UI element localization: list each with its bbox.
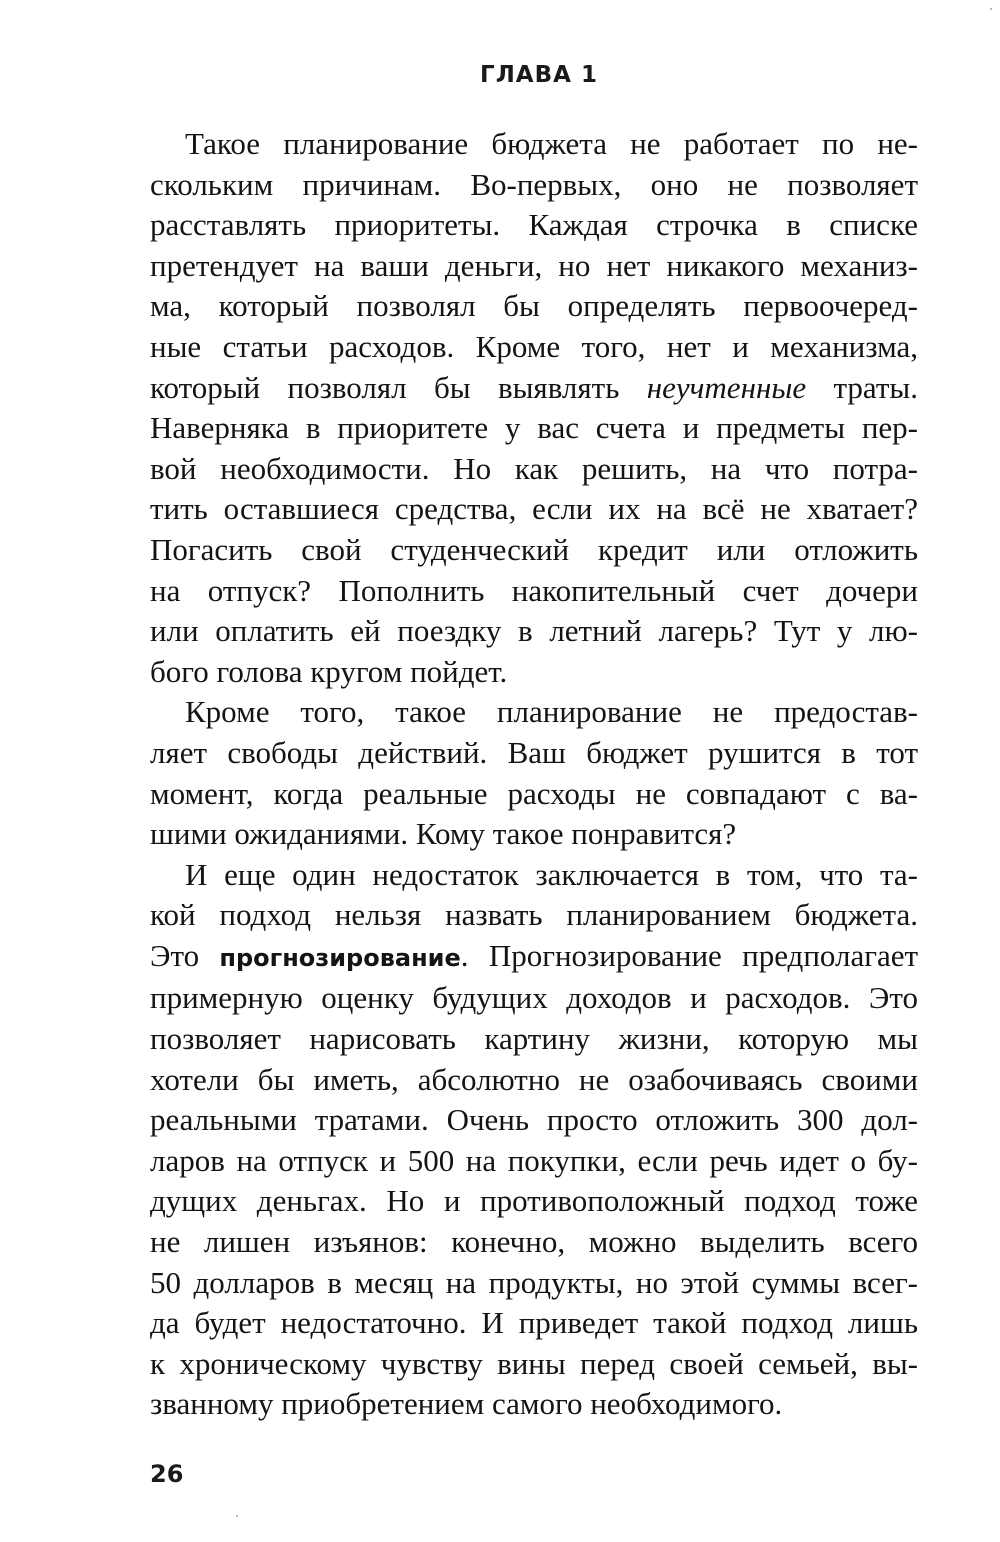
text-line: Кроме того, такое планирование не предостав- [185,694,918,730]
text-line: шими ожиданиями. Кому такое понравится? [150,816,737,852]
text-line: Такое планирование бюджета не работает по не- [185,126,918,161]
page-number: 26 [150,1460,184,1488]
text-line: званному приобретением самого необходимого. [150,1386,783,1422]
scan-speck [236,1515,238,1517]
text-line: ларов на отпуск и 500 на покупки, если речь идет о бу- [150,1142,918,1178]
scan-speck [990,8,992,10]
text-line: к хроническому чувству вины перед своей семьей, вы- [150,1345,918,1381]
text-line: И еще один недостаток заключается в том, что та- [185,856,918,892]
text-line: дущих деньгах. Но и противоположный подход тоже [150,1183,918,1219]
text-line: не лишен изъянов: конечно, можно выделить всего [150,1224,918,1260]
text-line: момент, когда реальные расходы не совпадают с ва- [150,775,918,811]
text-line: Погасить свой студенческий кредит или отложить [150,531,918,567]
text-line: ма, который позволял бы определять первоочеред- [150,288,918,324]
text-fragment: траты. [806,369,918,405]
text-line: да будет недостаточно. И приведет такой подход лишь [150,1305,918,1341]
text-fragment: . Прогнозирование предполагает [460,937,919,973]
text-line: кой подход нельзя назвать планированием бюджета. [150,897,918,933]
paragraph-1 [150,124,918,692]
text-fragment: Это [150,937,220,973]
text-line: бого голова кругом пойдет. [150,653,508,689]
text-line: реальными тратами. Очень просто отложить 300 дол- [150,1102,918,1138]
running-head: ГЛАВА 1 [480,62,598,88]
text-line: скольким причинам. Во-первых, оно не позволяет [150,166,918,202]
text-line: Наверняка в приоритете у вас счета и предметы пер- [150,410,918,446]
text-line: или оплатить ей поездку в летний лагерь? Тут у лю- [150,613,918,649]
text-line: расставлять приоритеты. Каждая строчка в списке [150,207,918,243]
text-line: хотели бы иметь, абсолютно не озабочиваясь своими [150,1061,918,1097]
body-text [150,124,918,1425]
paragraph-2 [150,692,918,854]
text-line: ляет свободы действий. Ваш бюджет рушится в тот [150,734,918,770]
paragraph-3 [150,855,918,1425]
text-line: претендует на ваши деньги, но нет никакого механиз- [150,247,918,283]
text-line: примерную оценку будущих доходов и расходов. Это [150,980,918,1016]
text-line: на отпуск? Пополнить накопительный счет дочери [150,572,918,608]
italic-term: неучтенные [646,369,807,405]
text-line-with-bold [150,936,918,979]
text-line: вой необходимости. Но как решить, на что потра- [150,450,918,486]
text-line-with-italic [150,368,918,409]
text-line: тить оставшиеся средства, если их на всё не хватает? [150,491,918,527]
text-line: ные статьи расходов. Кроме того, нет и механизма, [150,328,918,364]
text-line: 50 долларов в месяц на продукты, но этой суммы всег- [150,1264,918,1300]
text-fragment: который позволял бы выявлять [150,369,647,405]
bold-term: прогнозирование [219,943,461,972]
text-line: позволяет нарисовать картину жизни, которую мы [150,1021,918,1057]
